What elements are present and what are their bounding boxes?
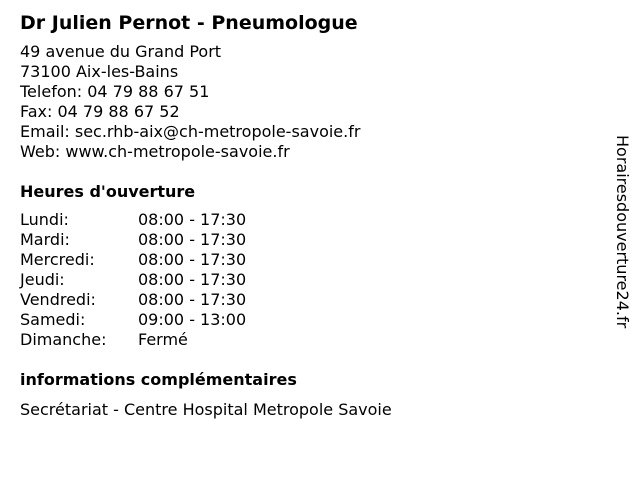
fax-line: Fax: 04 79 88 67 52 [20, 102, 180, 121]
address-line-city: 73100 Aix-les-Bains [20, 62, 179, 81]
hours-time: 09:00 - 13:00 [138, 310, 247, 329]
hours-day: Samedi: [20, 310, 86, 329]
hours-day: Lundi: [20, 210, 69, 229]
hours-row-thursday [20, 270, 600, 290]
hours-time: 08:00 - 17:30 [138, 230, 247, 249]
hours-time: 08:00 - 17:30 [138, 250, 247, 269]
hours-row-friday [20, 290, 600, 310]
hours-day: Jeudi: [20, 270, 65, 289]
hours-time: Fermé [138, 330, 188, 349]
opening-hours-table [20, 210, 600, 350]
hours-time: 08:00 - 17:30 [138, 270, 247, 289]
hours-row-monday [20, 210, 600, 230]
phone-line: Telefon: 04 79 88 67 51 [20, 82, 210, 101]
business-card [20, 10, 600, 420]
web-line: Web: www.ch-metropole-savoie.fr [20, 142, 290, 161]
hours-row-tuesday [20, 230, 600, 250]
hours-row-wednesday [20, 250, 600, 270]
hours-day: Mercredi: [20, 250, 95, 269]
hours-row-sunday [20, 330, 600, 350]
opening-hours-heading: Heures d'ouverture [20, 182, 196, 201]
hours-day: Vendredi: [20, 290, 96, 309]
additional-info-heading: informations complémentaires [20, 370, 297, 389]
hours-day: Mardi: [20, 230, 70, 249]
hours-row-saturday [20, 310, 600, 330]
contact-block [20, 42, 600, 162]
hours-time: 08:00 - 17:30 [138, 290, 247, 309]
hours-day: Dimanche: [20, 330, 107, 349]
hours-time: 08:00 - 17:30 [138, 210, 247, 229]
page-title: Dr Julien Pernot - Pneumologue [20, 12, 358, 34]
email-line: Email: sec.rhb-aix@ch-metropole-savoie.fr [20, 122, 361, 141]
additional-info-text: Secrétariat - Centre Hospital Metropole Savoie [20, 400, 392, 419]
address-line-street: 49 avenue du Grand Port [20, 42, 222, 61]
site-watermark: Horairesdouverture24.fr [613, 135, 632, 329]
